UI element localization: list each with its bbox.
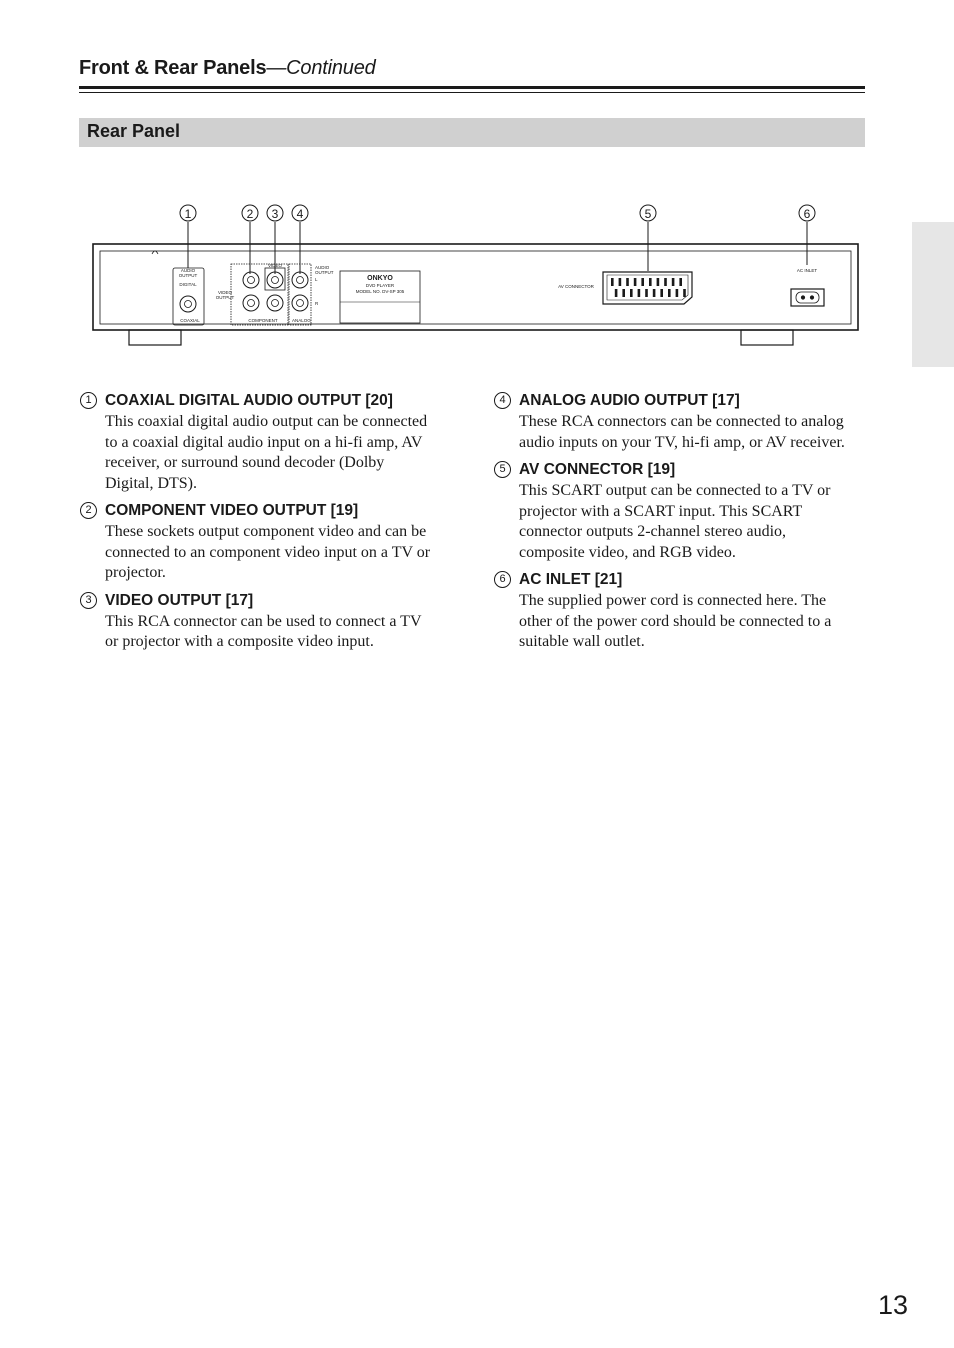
scart-pin xyxy=(626,278,629,286)
analog-jack-l xyxy=(292,272,308,288)
scart-pin xyxy=(672,278,675,286)
label-ac-inlet: AC INLET xyxy=(796,268,818,273)
label-output: OUTPUT xyxy=(178,273,198,278)
label-av-connector: AV CONNECTOR xyxy=(558,284,594,289)
list-item xyxy=(80,590,435,653)
label-analog-audio: AUDIO xyxy=(315,265,330,270)
scart-pin xyxy=(683,289,686,297)
label-digital: DIGITAL xyxy=(179,282,197,287)
label-audio: AUDIO xyxy=(180,268,196,273)
ac-inlet-pin-right xyxy=(810,296,813,299)
item-title: VIDEO OUTPUT [17] xyxy=(105,591,254,609)
scart-pin xyxy=(645,289,648,297)
item-description: This coaxial digital audio output can be connected to a coaxial digital audio input on a hi-fi amp, AV receiver, or surround sound decoder (Dolby Digital, DTS). xyxy=(105,413,428,492)
scart-pin xyxy=(634,278,637,286)
rear-panel-svg xyxy=(80,196,870,356)
model-number: MODEL NO. DV-SP 305 xyxy=(355,289,405,294)
ac-inlet-socket xyxy=(796,292,819,303)
component-jack-pb-inner xyxy=(248,300,255,307)
header-continued: —Continued xyxy=(266,57,376,79)
list-item xyxy=(80,390,435,494)
label-video: VIDEO xyxy=(267,263,283,268)
callout-4: 4 xyxy=(296,207,304,221)
list-item xyxy=(80,500,435,584)
foot-right xyxy=(741,330,793,345)
scart-connector xyxy=(603,272,692,304)
item-description: The supplied power cord is connected here. The other of the power cord should be connected to a suitable wall outlet. xyxy=(519,592,832,650)
component-jack-pb xyxy=(243,295,259,311)
scart-pin xyxy=(660,289,663,297)
scart-pin xyxy=(641,278,644,286)
scart-pin xyxy=(622,289,625,297)
page-number: 13 xyxy=(878,1290,909,1320)
page-header xyxy=(79,57,376,80)
scart-pin xyxy=(668,289,671,297)
label-coaxial: COAXIAL xyxy=(180,318,200,323)
component-jack-y xyxy=(243,272,259,288)
item-number: 5 xyxy=(494,461,511,478)
label-component: COMPONENT xyxy=(248,318,278,323)
video-jack-inner xyxy=(272,277,279,284)
video-jack xyxy=(267,272,283,288)
analog-jack-l-inner xyxy=(297,277,304,284)
foot-left xyxy=(129,330,181,345)
scart-pin xyxy=(638,289,641,297)
section-title: Rear Panel xyxy=(87,121,181,141)
header-rule-thin xyxy=(79,92,865,93)
coaxial-jack-inner xyxy=(185,301,192,308)
scart-pins xyxy=(611,278,686,297)
list-item xyxy=(494,390,849,453)
analog-jack-r-inner xyxy=(297,300,304,307)
label-video-output-1: VIDEO xyxy=(217,290,233,295)
item-number: 2 xyxy=(80,502,97,519)
callout-3: 3 xyxy=(271,207,279,221)
header-rule-thick xyxy=(79,86,865,89)
scart-pin xyxy=(679,278,682,286)
scart-pin xyxy=(653,289,656,297)
label-left: L xyxy=(315,277,318,282)
scart-pin xyxy=(619,278,622,286)
list-item xyxy=(494,569,849,653)
chassis-inner-panel xyxy=(100,251,851,324)
component-jack-pr xyxy=(267,295,283,311)
item-title: COMPONENT VIDEO OUTPUT [19] xyxy=(105,502,359,519)
chassis-outline xyxy=(93,244,858,330)
product-name: DVD PLAYER xyxy=(365,283,395,288)
scart-pin xyxy=(676,289,679,297)
callout-1: 1 xyxy=(184,207,192,221)
header-title: Front & Rear Panels xyxy=(79,57,267,79)
item-title: COAXIAL DIGITAL AUDIO OUTPUT [20] xyxy=(105,392,393,409)
item-title: ANALOG AUDIO OUTPUT [17] xyxy=(519,392,740,409)
item-description: These sockets output component video and can be connected to an component video input on a TV or projector. xyxy=(105,523,431,581)
scart-pin xyxy=(611,278,614,286)
coaxial-jack xyxy=(180,296,196,312)
item-number: 6 xyxy=(494,571,511,588)
label-video-output-2: OUTPUT xyxy=(215,295,235,300)
scart-pin xyxy=(649,278,652,286)
description-column-left xyxy=(80,390,435,659)
callout-2: 2 xyxy=(246,207,254,221)
component-jack-y-inner xyxy=(248,277,255,284)
callout-6: 6 xyxy=(803,207,811,221)
item-title: AV CONNECTOR [19] xyxy=(519,461,676,478)
rear-panel-diagram xyxy=(80,196,870,356)
item-description: This RCA connector can be used to connect a TV or projector with a composite video input. xyxy=(105,612,422,650)
callout-5: 5 xyxy=(644,207,652,221)
item-description: This SCART output can be connected to a TV or projector with a SCART input. This SCART connector outputs 2-channel stereo audio, composite video, and RGB video. xyxy=(519,482,831,561)
scart-pin xyxy=(664,278,667,286)
side-tab xyxy=(912,222,954,367)
item-title: AC INLET [21] xyxy=(519,571,623,588)
brand-logo: ONKYO xyxy=(367,275,393,282)
item-description: These RCA connectors can be connected to analog audio inputs on your TV, hi-fi amp, or AV receiver. xyxy=(519,413,845,451)
section-bar xyxy=(79,118,865,147)
scart-pin xyxy=(657,278,660,286)
scart-pin xyxy=(630,289,633,297)
description-column-right xyxy=(494,390,849,659)
ac-inlet-pin-left xyxy=(801,296,804,299)
label-analog-output: OUTPUT xyxy=(315,270,334,275)
analog-jack-r xyxy=(292,295,308,311)
label-right: R xyxy=(315,301,319,306)
component-jack-pr-inner xyxy=(272,300,279,307)
item-number: 4 xyxy=(494,392,511,409)
scart-pin xyxy=(615,289,618,297)
label-analog: ANALOG xyxy=(292,318,311,323)
chassis-notch xyxy=(152,251,158,254)
item-number: 3 xyxy=(80,592,97,609)
item-number: 1 xyxy=(80,392,97,409)
list-item xyxy=(494,459,849,563)
